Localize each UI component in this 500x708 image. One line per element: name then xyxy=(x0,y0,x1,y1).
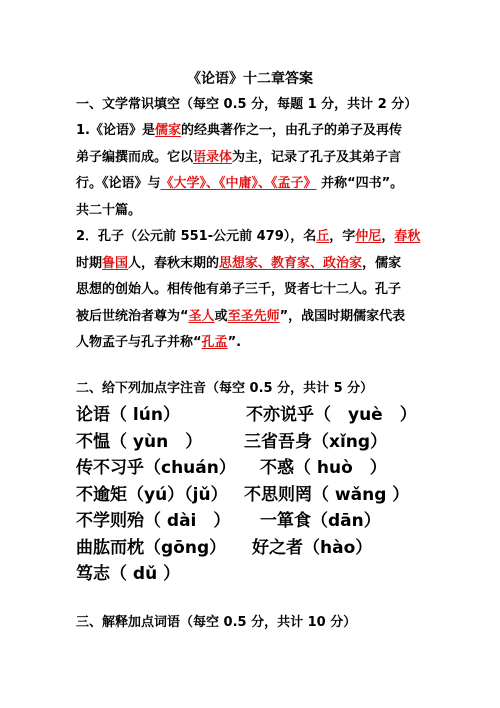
question2 xyxy=(76,224,436,357)
q2-line3 xyxy=(76,277,436,304)
answer-yuluti: 语录体 xyxy=(193,149,233,165)
pinyin-row xyxy=(76,508,456,535)
pinyin-row xyxy=(76,402,456,429)
pinyin-item-right: 不亦说乎（ yuè ） xyxy=(246,405,417,425)
answer-luguo: 鲁国 xyxy=(102,255,129,271)
question1 xyxy=(76,118,436,224)
pinyin-item-right: 不思则罔（ wǎng ） xyxy=(244,484,410,505)
q2-text: 或 xyxy=(214,308,228,324)
pinyin-row xyxy=(76,482,456,509)
q1-text: 并称“四书”。 xyxy=(321,176,404,191)
section1-heading: 一、文学常识填空（每空 0.5 分，每题 1 分，共计 2 分） xyxy=(76,97,418,112)
q1-text: 的经典著作之一，由孔子的弟子及再传 xyxy=(181,123,403,138)
pinyin-item-left: 不愠（ yùn ） xyxy=(76,431,203,452)
q2-text: 2．孔子（公元前 551-公元前 479），名 xyxy=(76,229,317,244)
pinyin-row xyxy=(76,429,456,456)
q1-text: 共二十篇。 xyxy=(76,202,142,218)
pinyin-item-right: 三省吾身（xǐng） xyxy=(244,431,388,452)
section2-heading: 二、给下列加点字注音（每空 0.5 分，共计 5 分） xyxy=(76,381,374,396)
q1-line2 xyxy=(76,145,436,172)
answer-zhishengxianshi: 至圣先师 xyxy=(227,308,280,324)
pinyin-item-left: 不学则殆（ dài ） xyxy=(76,511,231,531)
page-title: 《论语》十二章答案 xyxy=(187,71,313,87)
q2-text: ”. xyxy=(227,335,242,350)
pinyin-row xyxy=(76,455,456,482)
answer-rujia: 儒家 xyxy=(154,123,181,138)
pinyin-item-right: 一箪食（dān） xyxy=(260,511,381,531)
q2-line4 xyxy=(76,304,436,331)
answer-kongmeng: 孔孟 xyxy=(201,335,228,350)
q2-text: 时期 xyxy=(76,255,103,271)
q2-text: ，儒家 xyxy=(362,255,402,271)
q1-text: 1.《论语》是 xyxy=(76,123,155,138)
pinyin-item-right: 不惑（ huò ） xyxy=(260,458,387,478)
pinyin-item-left: 笃志（ dǔ ） xyxy=(76,564,181,584)
pinyin-item-left: 不逾矩（yú）（jǔ） xyxy=(76,484,228,505)
q1-line1 xyxy=(76,118,436,145)
answer-zhongni: 仲尼 xyxy=(355,229,382,244)
answer-shengren: 圣人 xyxy=(188,308,215,324)
pinyin-item-left: 曲肱而枕（gōng） xyxy=(76,537,227,558)
q2-text: ， xyxy=(381,229,395,244)
q1-text: 弟子编撰而成。它以 xyxy=(76,149,194,165)
pinyin-item-left: 传不习乎（chuán） xyxy=(76,458,236,478)
q2-text: 人，春秋末期的 xyxy=(128,255,220,271)
q2-line1 xyxy=(76,224,436,251)
q2-text: ，字 xyxy=(329,229,356,244)
q1-line4 xyxy=(76,198,436,225)
q2-line2 xyxy=(76,251,436,278)
pinyin-row xyxy=(76,561,456,588)
q2-text: 人物孟子与孔子并称“ xyxy=(76,335,202,350)
answer-qiu: 丘 xyxy=(316,229,330,244)
pinyin-item-left: 论语（ lún） xyxy=(76,405,180,425)
q2-text: 思想的创始人。相传他有弟子三千，贤者七十二人。孔子 xyxy=(76,282,402,297)
answer-sixiangjia: 思想家、教育家、政治家 xyxy=(219,255,363,271)
answer-sishu-books: 《大学》、《中庸》、《孟子》 xyxy=(160,176,317,191)
q2-text: 被后世统治者尊为“ xyxy=(76,308,189,324)
pinyin-item-right: 好之者（hào） xyxy=(252,537,373,558)
q1-line3 xyxy=(76,171,436,198)
q1-text: 行。《论语》与 xyxy=(76,176,161,191)
pinyin-list xyxy=(76,402,456,588)
section3-heading: 三、解释加点词语（每空 0.5 分，共计 10 分） xyxy=(76,615,357,630)
q2-text: ”，战国时期儒家代表 xyxy=(279,308,406,324)
pinyin-row xyxy=(76,535,456,562)
answer-chunqiu: 春秋 xyxy=(394,229,421,244)
q2-line5 xyxy=(76,330,436,357)
q1-text: 为主，记录了孔子及其弟子言 xyxy=(232,149,402,165)
